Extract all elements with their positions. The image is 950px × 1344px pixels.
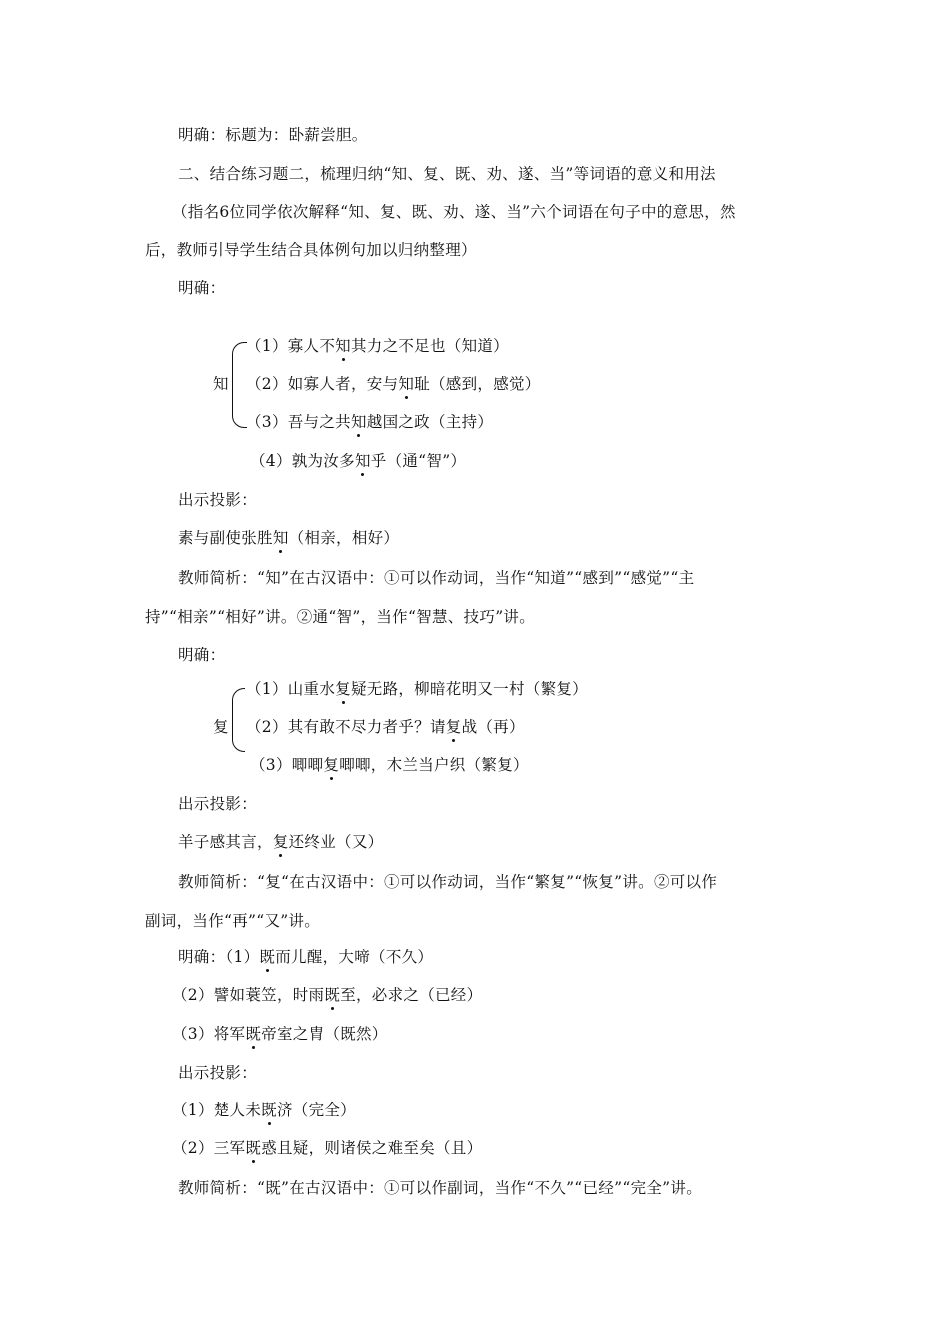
projection-label-1: 出示投影：: [178, 491, 258, 509]
zhi-group-label: 知: [213, 375, 229, 393]
zhi-example-4: （4）孰为汝多知乎（通“智”）: [250, 452, 467, 470]
projection-fu-example: 羊子感其言，复还终业（又）: [178, 833, 384, 851]
zhi-brace: [232, 342, 247, 428]
zhi-analysis-line-2: 持”“相亲”“相好”讲。②通“智”，当作“智慧、技巧”讲。: [145, 608, 536, 626]
projection-ji-example-2: （2）三军既惑且疑，则诸侯之难至矣（且）: [172, 1139, 483, 1157]
fu-analysis-line-2: 副词，当作“再”“又”讲。: [145, 912, 321, 930]
projection-zhi-example: 素与副使张胜知（相亲，相好）: [178, 529, 400, 547]
instruction-line-2: 后，教师引导学生结合具体例句加以归纳整理）: [145, 241, 477, 259]
fu-group-label: 复: [213, 718, 229, 736]
answer-title: 明确：标题为：卧薪尝胆。: [178, 126, 368, 144]
section-two-heading: 二、结合练习题二，梳理归纳“知、复、既、劝、遂、当”等词语的意义和用法: [178, 165, 716, 183]
answer-label: 明确：: [178, 279, 226, 297]
fu-example-2: （2）其有敢不尽力者乎？请复战（再）: [246, 718, 525, 736]
zhi-analysis-line-1: 教师简析：“知”在古汉语中：①可以作动词，当作“知道”“感到”“感觉”“主: [178, 569, 695, 587]
ji-analysis-line: 教师简析：“既”在古汉语中：①可以作副词，当作“不久”“已经”“完全”讲。: [178, 1179, 702, 1197]
instruction-line-1: （指名6位同学依次解释“知、复、既、劝、遂、当”六个词语在句子中的意思，然: [172, 203, 736, 221]
ji-example-3: （3）将军既帝室之胄（既然）: [172, 1025, 388, 1043]
ji-example-1: 明确：（1）既而儿醒，大啼（不久）: [178, 948, 434, 966]
projection-label-2: 出示投影：: [178, 795, 258, 813]
fu-analysis-line-1: 教师简析：“复“在古汉语中：①可以作动词，当作“繁复”“恢复”讲。②可以作: [178, 873, 718, 891]
projection-label-3: 出示投影：: [178, 1064, 258, 1082]
fu-example-1: （1）山重水复疑无路，柳暗花明又一村（繁复）: [246, 680, 588, 698]
answer-label-2: 明确：: [178, 646, 226, 664]
fu-example-3: （3）唧唧复唧唧，木兰当户织（繁复）: [250, 756, 529, 774]
zhi-example-3: （3）吾与之共知越国之政（主持）: [246, 413, 494, 431]
zhi-example-2: （2）如寡人者，安与知耻（感到，感觉）: [246, 375, 541, 393]
projection-ji-example-1: （1）楚人未既济（完全）: [172, 1101, 356, 1119]
ji-example-2: （2）譬如蓑笠，时雨既至，必求之（已经）: [172, 986, 483, 1004]
fu-brace: [232, 688, 245, 752]
zhi-example-1: （1）寡人不知其力之不足也（知道）: [246, 337, 509, 355]
